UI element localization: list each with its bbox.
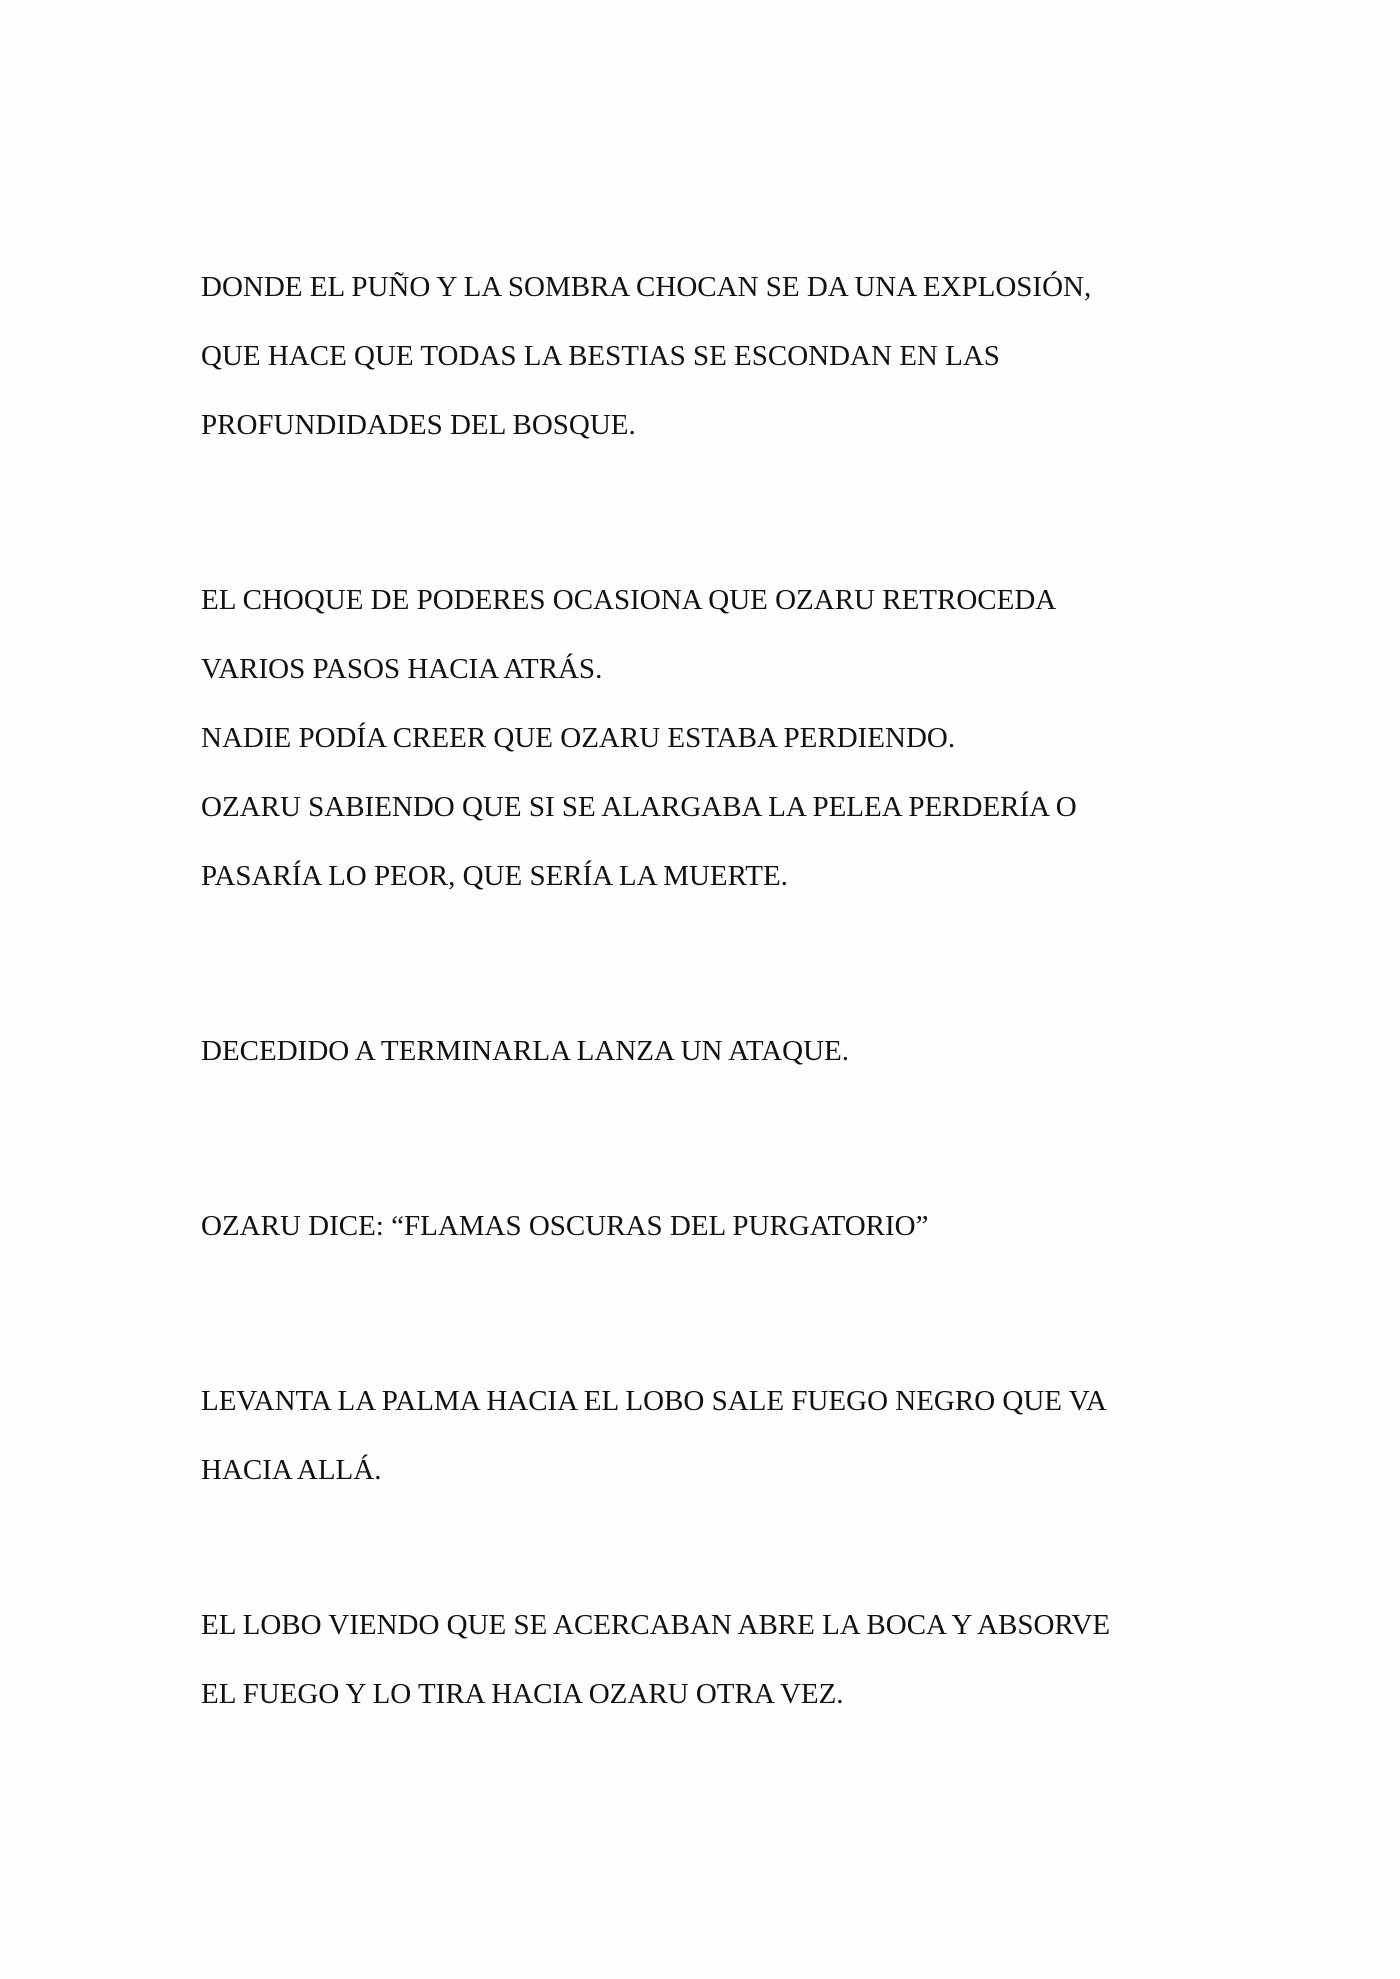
text-line: NADIE PODÍA CREER QUE OZARU ESTABA PERDIENDO. — [201, 722, 956, 754]
text-line: VARIOS PASOS HACIA ATRÁS. — [201, 653, 603, 685]
text-line: HACIA ALLÁ. — [201, 1454, 382, 1486]
text-line: PROFUNDIDADES DEL BOSQUE. — [201, 409, 636, 441]
text-line: QUE HACE QUE TODAS LA BESTIAS SE ESCONDAN EN LAS — [201, 340, 1000, 372]
text-line: PASARÍA LO PEOR, QUE SERÍA LA MUERTE. — [201, 860, 788, 892]
text-line: DONDE EL PUÑO Y LA SOMBRA CHOCAN SE DA UNA EXPLOSIÓN, — [201, 271, 1092, 303]
text-line: EL CHOQUE DE PODERES OCASIONA QUE OZARU RETROCEDA — [201, 584, 1057, 616]
text-line: OZARU SABIENDO QUE SI SE ALARGABA LA PELEA PERDERÍA O — [201, 791, 1077, 823]
text-line: EL FUEGO Y LO TIRA HACIA OZARU OTRA VEZ. — [201, 1678, 844, 1710]
text-line: LEVANTA LA PALMA HACIA EL LOBO SALE FUEGO NEGRO QUE VA — [201, 1385, 1107, 1417]
text-line: EL LOBO VIENDO QUE SE ACERCABAN ABRE LA BOCA Y ABSORVE — [201, 1609, 1111, 1641]
text-line: OZARU DICE: “FLAMAS OSCURAS DEL PURGATORIO” — [201, 1210, 929, 1242]
text-line: DECEDIDO A TERMINARLA LANZA UN ATAQUE. — [201, 1035, 850, 1067]
